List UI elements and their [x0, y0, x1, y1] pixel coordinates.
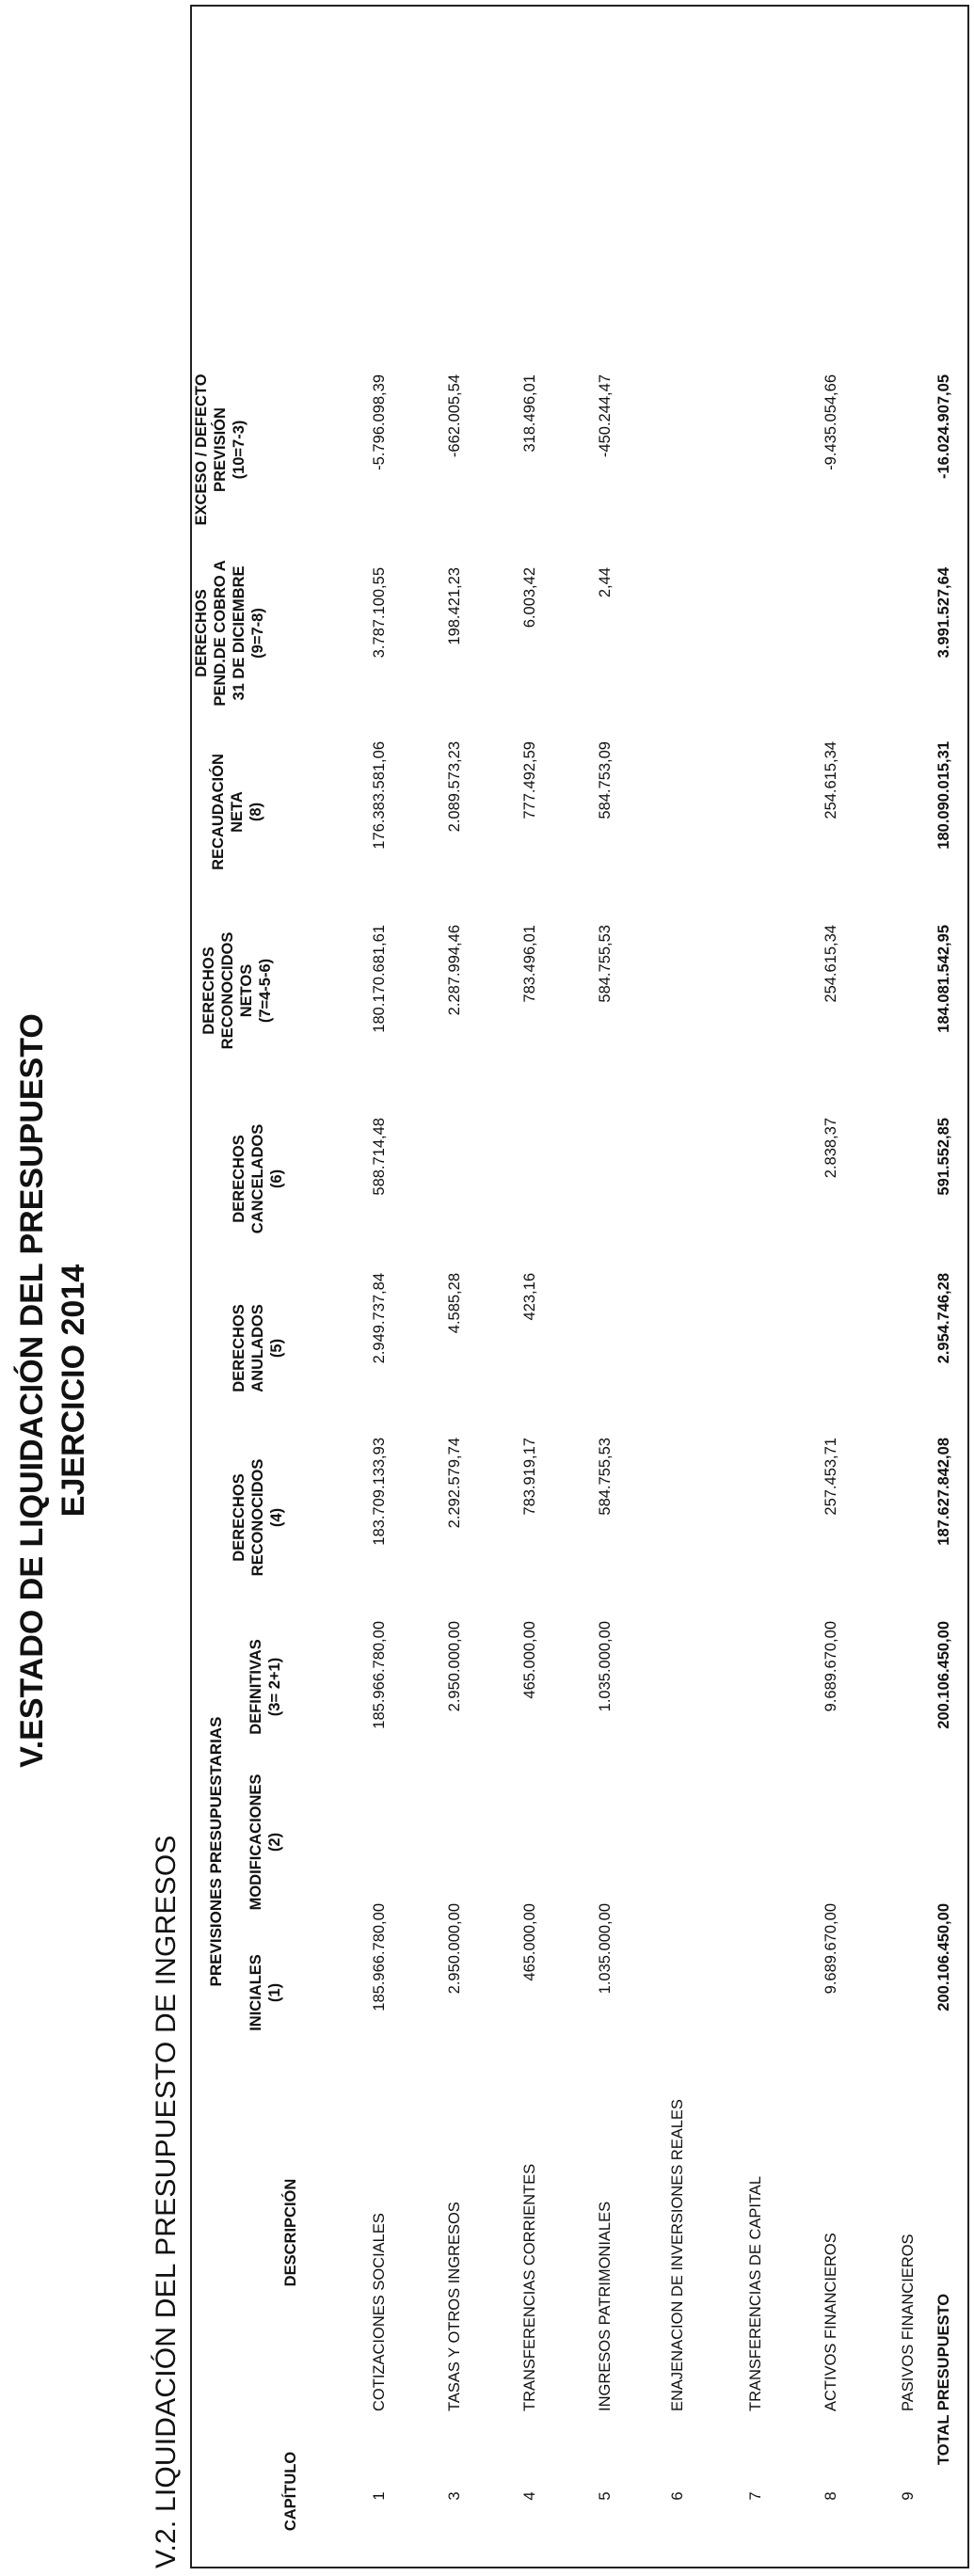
- header-exceso-line: PREVISIÓN: [212, 407, 229, 492]
- header-netos-line: (7=4-5-6): [257, 958, 274, 1024]
- header-reconocidos: [230, 1428, 286, 1607]
- budget-table: [190, 5, 969, 2568]
- cell-rca: 254.615,34: [822, 741, 839, 819]
- header-definitivas-line: (3= 2+1): [266, 1657, 283, 1717]
- row-capitulo: 9: [900, 2491, 917, 2501]
- header-pendientes-line: (9=7-8): [249, 608, 266, 659]
- total-anu: 2.954.746,28: [935, 1273, 952, 1364]
- cell-exc: 318.496,01: [521, 374, 538, 453]
- cell-pen: 3.787.100,55: [371, 567, 388, 659]
- cell-rca: 176.383.581,06: [371, 741, 388, 850]
- row-capitulo: 1: [371, 2491, 388, 2501]
- cell-rca: 2.089.573,23: [446, 741, 463, 833]
- section-subtitle: V.2. LIQUIDACIÓN DEL PRESUPUESTO DE INGRESOS: [151, 1835, 182, 2568]
- header-descripcion-line: DESCRIPCIÓN: [282, 2178, 299, 2287]
- header-capitulo-line: CAPÍTULO: [282, 2451, 299, 2532]
- total-can: 591.552,85: [935, 1118, 952, 1196]
- header-exceso-line: EXCESO / DEFECTO: [193, 374, 210, 526]
- cell-pen: 198.421,23: [446, 567, 463, 645]
- cell-pen: 2,44: [597, 567, 614, 598]
- row-description: PASIVOS FINANCIEROS: [900, 2234, 917, 2411]
- header-reconocidos-line: RECONOCIDOS: [249, 1458, 266, 1577]
- row-capitulo: 6: [669, 2491, 686, 2501]
- page-title: [11, 920, 94, 1861]
- total-def: 200.106.450,00: [935, 1621, 952, 1729]
- row-description: TRANSFERENCIAS DE CAPITAL: [747, 2176, 764, 2411]
- row-capitulo: 3: [446, 2491, 463, 2501]
- header-modificaciones: [247, 1757, 284, 1927]
- cell-anu: 2.949.737,84: [371, 1273, 388, 1364]
- header-exceso: [192, 356, 248, 544]
- header-reconocidos-line: (4): [268, 1507, 285, 1528]
- cell-anu: 423,16: [521, 1273, 538, 1321]
- cell-can: 588.714,48: [371, 1118, 388, 1196]
- cell-def: 2.950.000,00: [446, 1621, 463, 1712]
- cell-anu: 4.585,28: [446, 1273, 463, 1334]
- header-pendientes-line: 31 DE DICIEMBRE: [231, 565, 247, 701]
- header-netos-line: NETOS: [238, 963, 255, 1018]
- cell-rca: 777.492,59: [521, 741, 538, 819]
- title-line-2: EJERCICIO 2014: [56, 1264, 91, 1518]
- cell-def: 9.689.670,00: [822, 1621, 839, 1712]
- header-cancelados-line: (6): [268, 1169, 285, 1189]
- header-recaudacion: [209, 723, 265, 901]
- cell-rec: 2.292.579,74: [446, 1438, 463, 1529]
- row-capitulo: 4: [521, 2491, 538, 2501]
- header-modificaciones-line: MODIFICACIONES: [247, 1773, 264, 1911]
- cell-pen: 6.003,42: [521, 567, 538, 628]
- header-anulados: [230, 1268, 286, 1428]
- cell-def: 465.000,00: [521, 1621, 538, 1699]
- header-netos: [200, 901, 275, 1080]
- header-iniciales-line: INICIALES: [247, 1954, 264, 2031]
- header-iniciales: [247, 1927, 284, 2059]
- previsiones-group-header: PREVISIONES PRESUPUESTARIAS: [207, 1716, 225, 1987]
- cell-net: 180.170.681,61: [371, 925, 388, 1033]
- cell-rec: 584.755,53: [597, 1438, 614, 1516]
- header-modificaciones-line: (2): [266, 1832, 283, 1852]
- cell-can: 2.838,37: [822, 1118, 839, 1179]
- cell-net: 254.615,34: [822, 925, 839, 1003]
- header-recaudacion-line: (8): [247, 802, 264, 822]
- total-label: TOTAL PRESUPUESTO: [935, 2293, 952, 2465]
- header-recaudacion-line: RECAUDACIÓN: [210, 754, 227, 870]
- row-description: ACTIVOS FINANCIEROS: [822, 2233, 839, 2411]
- row-description: ENAJENACION DE INVERSIONES REALES: [669, 2099, 686, 2411]
- total-exc: -16.024.907,05: [935, 374, 952, 480]
- cell-ini: 465.000,00: [521, 1903, 538, 1981]
- row-description: INGRESOS PATRIMONIALES: [597, 2201, 614, 2411]
- cell-ini: 2.950.000,00: [446, 1903, 463, 1995]
- cell-def: 1.035.000,00: [597, 1621, 614, 1712]
- header-iniciales-line: (1): [266, 1982, 283, 2003]
- header-recaudacion-line: NETA: [229, 791, 246, 833]
- cell-def: 185.966.780,00: [371, 1621, 388, 1729]
- title-line-1: V.ESTADO DE LIQUIDACIÓN DEL PRESUPUESTO: [14, 1013, 50, 1768]
- row-capitulo: 5: [597, 2491, 614, 2501]
- total-pen: 3.991.527,64: [935, 567, 952, 659]
- cell-ini: 185.966.780,00: [371, 1903, 388, 2012]
- cell-exc: -450.244,47: [597, 374, 614, 458]
- header-pendientes: [192, 544, 267, 723]
- header-anulados-line: DERECHOS: [231, 1304, 247, 1392]
- row-capitulo: 7: [747, 2491, 764, 2501]
- header-netos-line: DERECHOS: [200, 946, 217, 1035]
- cell-net: 2.287.994,46: [446, 925, 463, 1016]
- cell-net: 783.496,01: [521, 925, 538, 1003]
- row-capitulo: 8: [822, 2491, 839, 2501]
- total-net: 184.081.542,95: [935, 925, 952, 1033]
- row-description: COTIZACIONES SOCIALES: [371, 2213, 388, 2411]
- cell-rec: 783.919,17: [521, 1438, 538, 1516]
- total-ini: 200.106.450,00: [935, 1903, 952, 2012]
- cell-exc: -662.005,54: [446, 374, 463, 458]
- cell-rec: 257.453,71: [822, 1438, 839, 1516]
- header-definitivas-line: DEFINITIVAS: [247, 1639, 264, 1735]
- header-pendientes-line: PEND.DE COBRO A: [212, 560, 229, 707]
- row-description: TASAS Y OTROS INGRESOS: [446, 2202, 463, 2411]
- header-cancelados-line: DERECHOS: [231, 1135, 247, 1223]
- header-cancelados: [230, 1089, 286, 1268]
- total-rec: 187.627.842,08: [935, 1438, 952, 1546]
- header-exceso-line: (10=7-3): [231, 420, 247, 480]
- header-capitulo: [281, 2416, 300, 2567]
- cell-ini: 1.035.000,00: [597, 1903, 614, 1995]
- header-netos-line: RECONOCIDOS: [219, 931, 236, 1050]
- cell-ini: 9.689.670,00: [822, 1903, 839, 1995]
- header-reconocidos-line: DERECHOS: [231, 1473, 247, 1562]
- header-cancelados-line: CANCELADOS: [249, 1123, 266, 1234]
- header-descripcion: [281, 2049, 300, 2416]
- cell-exc: -9.435.054,66: [822, 374, 839, 470]
- header-definitivas: [247, 1616, 284, 1757]
- cell-exc: -5.796.098,39: [371, 374, 388, 470]
- header-anulados-line: (5): [268, 1338, 285, 1359]
- cell-rec: 183.709.133,93: [371, 1438, 388, 1546]
- total-rca: 180.090.015,31: [935, 741, 952, 850]
- cell-net: 584.755,53: [597, 925, 614, 1003]
- header-anulados-line: ANULADOS: [249, 1304, 266, 1392]
- header-pendientes-line: DERECHOS: [193, 589, 210, 677]
- row-description: TRANSFERENCIAS CORRIENTES: [521, 2163, 538, 2411]
- cell-rca: 584.753,09: [597, 741, 614, 819]
